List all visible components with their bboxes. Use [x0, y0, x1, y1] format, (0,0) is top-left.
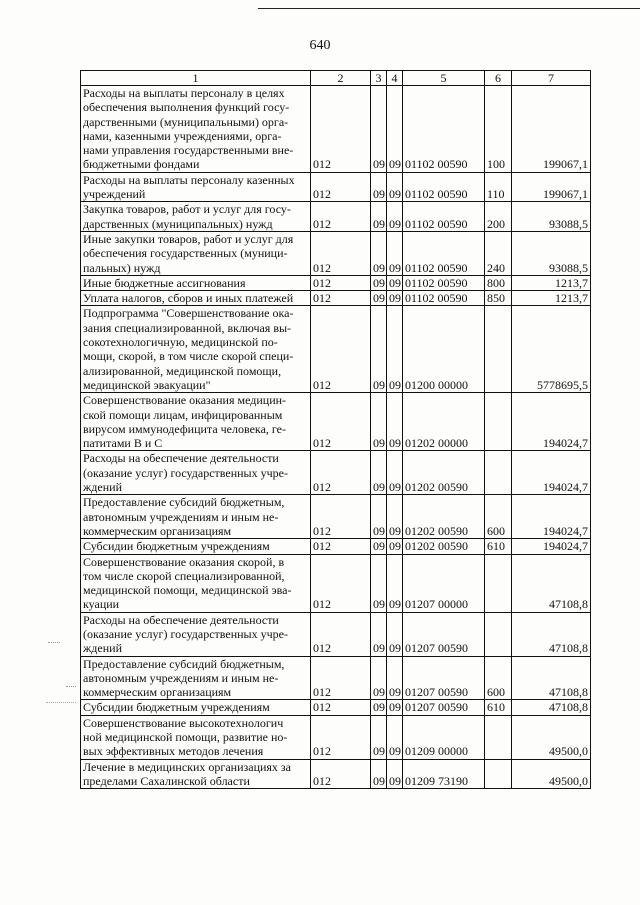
- row-grbs: 012: [311, 393, 371, 451]
- row-name-line: мощи, скорой, в том числе скорой специ-: [83, 349, 294, 364]
- row-grbs: 012: [311, 612, 371, 656]
- table-row: [81, 495, 591, 539]
- row-name-line: куации: [83, 597, 120, 612]
- table-row: [81, 451, 591, 495]
- row-section: 09: [371, 306, 387, 393]
- column-header: 2: [311, 71, 371, 86]
- row-subsection: 09: [387, 715, 403, 759]
- row-expense-type: [485, 612, 512, 656]
- row-subsection: 09: [387, 86, 403, 173]
- table-row: [81, 539, 591, 554]
- row-name-line: Закупка товаров, работ и услуг для госу-: [83, 202, 291, 217]
- row-name-line: (оказание услуг) государственных учре-: [83, 626, 288, 641]
- row-expense-type: [485, 306, 512, 393]
- row-subsection: 09: [387, 306, 403, 393]
- table-row: [81, 231, 591, 275]
- row-name-line: коммерческим организациям: [83, 523, 232, 538]
- row-name-line: ной медицинской помощи, развитие но-: [83, 730, 288, 745]
- row-expense-type: 200: [485, 202, 512, 232]
- row-target-article: 01102 00590: [403, 291, 485, 306]
- row-name: [81, 86, 311, 173]
- row-grbs: 012: [311, 451, 371, 495]
- row-subsection: 09: [387, 759, 403, 789]
- row-section: 09: [371, 495, 387, 539]
- row-subsection: 09: [387, 612, 403, 656]
- row-amount: 47108,8: [512, 612, 591, 656]
- row-target-article: 01209 00000: [403, 715, 485, 759]
- row-section: 09: [371, 612, 387, 656]
- row-target-article: 01207 00000: [403, 554, 485, 612]
- row-grbs: 012: [311, 656, 371, 700]
- row-name-line: Иные закупки товаров, работ и услуг для: [83, 231, 294, 246]
- row-target-article: 01102 00590: [403, 202, 485, 232]
- row-grbs: 012: [311, 291, 371, 306]
- row-target-article: 01102 00590: [403, 172, 485, 202]
- table-row: [81, 275, 591, 290]
- row-grbs: 012: [311, 306, 371, 393]
- column-header: 7: [512, 71, 591, 86]
- row-expense-type: 240: [485, 231, 512, 275]
- row-name-line: нами, казенными учреждениями, орга-: [83, 128, 282, 143]
- row-amount: 49500,0: [512, 715, 591, 759]
- row-amount: 1213,7: [512, 275, 591, 290]
- row-name: [81, 715, 311, 759]
- row-name-line: автономным учреждениям и иным не-: [83, 670, 279, 685]
- row-subsection: 09: [387, 656, 403, 700]
- table-row: [81, 759, 591, 789]
- row-target-article: 01209 73190: [403, 759, 485, 789]
- row-amount: 199067,1: [512, 172, 591, 202]
- row-target-article: 01102 00590: [403, 231, 485, 275]
- row-name-line: Уплата налогов, сборов и иных платежей: [83, 291, 294, 306]
- table-row: [81, 202, 591, 232]
- row-name-line: Расходы на выплаты персоналу в целях: [83, 86, 285, 100]
- row-name-line: Подпрограмма "Совершенствование ока-: [83, 306, 294, 321]
- row-name: [81, 495, 311, 539]
- row-subsection: 09: [387, 495, 403, 539]
- row-target-article: 01202 00590: [403, 495, 485, 539]
- row-amount: 194024,7: [512, 451, 591, 495]
- row-subsection: 09: [387, 554, 403, 612]
- row-name-line: Субсидии бюджетным учреждениям: [83, 539, 270, 554]
- row-name: [81, 231, 311, 275]
- row-name: [81, 700, 311, 715]
- table-row: [81, 715, 591, 759]
- row-grbs: 012: [311, 86, 371, 173]
- row-grbs: 012: [311, 495, 371, 539]
- row-grbs: 012: [311, 172, 371, 202]
- row-expense-type: 610: [485, 700, 512, 715]
- row-name-line: Предоставление субсидий бюджетным,: [83, 495, 285, 510]
- row-name-line: бюджетными фондами: [83, 157, 200, 172]
- row-name-line: Иные бюджетные ассигнования: [83, 275, 246, 290]
- table-header-row: [81, 71, 591, 86]
- row-name-line: нами управления государственными вне-: [83, 143, 294, 158]
- row-amount: 49500,0: [512, 759, 591, 789]
- row-target-article: 01202 00000: [403, 393, 485, 451]
- row-amount: 199067,1: [512, 86, 591, 173]
- row-amount: 1213,7: [512, 291, 591, 306]
- row-subsection: 09: [387, 275, 403, 290]
- table-row: [81, 291, 591, 306]
- row-name: [81, 172, 311, 202]
- row-grbs: 012: [311, 554, 371, 612]
- row-target-article: 01102 00590: [403, 275, 485, 290]
- row-section: 09: [371, 275, 387, 290]
- column-header: 6: [485, 71, 512, 86]
- row-section: 09: [371, 172, 387, 202]
- row-name: [81, 759, 311, 789]
- row-name: [81, 539, 311, 554]
- table-row: [81, 86, 591, 173]
- row-name-line: (оказание услуг) государственных учре-: [83, 465, 288, 480]
- row-amount: 194024,7: [512, 495, 591, 539]
- scan-speck: [66, 686, 76, 687]
- row-expense-type: [485, 554, 512, 612]
- row-name-line: медицинской эвакуации": [83, 377, 211, 392]
- scan-speck: [46, 702, 76, 703]
- table-row: [81, 172, 591, 202]
- row-name-line: ализированной, медицинской помощи,: [83, 363, 282, 378]
- row-name: [81, 554, 311, 612]
- row-name-line: обеспечения выполнения функций госу-: [83, 100, 290, 115]
- row-name-line: обеспечения государственных (муници-: [83, 246, 288, 261]
- budget-table: [80, 70, 591, 789]
- row-name-line: ской помощи лицам, инфицированным: [83, 407, 283, 422]
- row-grbs: 012: [311, 759, 371, 789]
- row-name: [81, 393, 311, 451]
- row-name: [81, 612, 311, 656]
- row-grbs: 012: [311, 231, 371, 275]
- row-name-line: сокотехнологичную, медицинской по-: [83, 335, 278, 350]
- row-grbs: 012: [311, 700, 371, 715]
- row-expense-type: 610: [485, 539, 512, 554]
- row-section: 09: [371, 759, 387, 789]
- row-name-line: коммерческим организациям: [83, 685, 232, 700]
- row-name-line: ждений: [83, 480, 122, 495]
- row-name-line: зания специализированной, включая вы-: [83, 320, 292, 335]
- row-name-line: Совершенствование высокотехнологич: [83, 715, 284, 730]
- table-row: [81, 306, 591, 393]
- row-name-line: учреждений: [83, 187, 146, 202]
- row-section: 09: [371, 700, 387, 715]
- row-expense-type: 110: [485, 172, 512, 202]
- row-name-line: автономным учреждениям и иным не-: [83, 509, 279, 524]
- table-row: [81, 700, 591, 715]
- row-expense-type: [485, 393, 512, 451]
- column-header: 4: [387, 71, 403, 86]
- row-amount: 194024,7: [512, 393, 591, 451]
- row-expense-type: 800: [485, 275, 512, 290]
- row-name-line: вирусом иммунодефицита человека, ге-: [83, 421, 286, 436]
- row-name: [81, 291, 311, 306]
- row-name-line: вых эффективных методов лечения: [83, 744, 264, 759]
- row-section: 09: [371, 202, 387, 232]
- row-name: [81, 275, 311, 290]
- row-section: 09: [371, 656, 387, 700]
- row-name-line: пределами Сахалинской области: [83, 773, 250, 788]
- row-target-article: 01202 00590: [403, 451, 485, 495]
- row-name-line: Субсидии бюджетным учреждениям: [83, 700, 270, 715]
- row-name-line: Совершенствование оказания медицин-: [83, 393, 287, 408]
- column-header: 1: [81, 71, 311, 86]
- row-amount: 93088,5: [512, 202, 591, 232]
- row-section: 09: [371, 554, 387, 612]
- row-expense-type: 600: [485, 495, 512, 539]
- row-expense-type: 600: [485, 656, 512, 700]
- row-grbs: 012: [311, 539, 371, 554]
- row-section: 09: [371, 715, 387, 759]
- table-row: [81, 612, 591, 656]
- row-name: [81, 202, 311, 232]
- row-name-line: Совершенствование оказания скорой, в: [83, 554, 285, 569]
- row-amount: 47108,8: [512, 554, 591, 612]
- row-section: 09: [371, 231, 387, 275]
- row-subsection: 09: [387, 393, 403, 451]
- row-amount: 93088,5: [512, 231, 591, 275]
- row-subsection: 09: [387, 451, 403, 495]
- row-section: 09: [371, 86, 387, 173]
- row-amount: 47108,8: [512, 656, 591, 700]
- row-expense-type: [485, 715, 512, 759]
- row-name: [81, 306, 311, 393]
- row-subsection: 09: [387, 231, 403, 275]
- row-amount: 194024,7: [512, 539, 591, 554]
- row-section: 09: [371, 451, 387, 495]
- column-header: 3: [371, 71, 387, 86]
- row-name-line: Расходы на обеспечение деятельности: [83, 612, 279, 627]
- row-target-article: 01207 00590: [403, 612, 485, 656]
- row-name-line: том числе скорой специализированной,: [83, 568, 285, 583]
- row-subsection: 09: [387, 202, 403, 232]
- row-name-line: ждений: [83, 641, 122, 656]
- row-subsection: 09: [387, 172, 403, 202]
- table-row: [81, 554, 591, 612]
- row-target-article: 01200 00000: [403, 306, 485, 393]
- row-section: 09: [371, 539, 387, 554]
- row-grbs: 012: [311, 275, 371, 290]
- row-name: [81, 656, 311, 700]
- row-name-line: Расходы на выплаты персоналу казенных: [83, 172, 295, 187]
- row-grbs: 012: [311, 715, 371, 759]
- row-name-line: медицинской помощи, медицинской эва-: [83, 583, 292, 598]
- row-target-article: 01207 00590: [403, 656, 485, 700]
- row-name-line: дарственных (муниципальных) нужд: [83, 216, 273, 231]
- row-grbs: 012: [311, 202, 371, 232]
- row-target-article: 01202 00590: [403, 539, 485, 554]
- row-expense-type: [485, 759, 512, 789]
- row-name-line: патитами В и С: [83, 436, 163, 451]
- row-subsection: 09: [387, 291, 403, 306]
- page-number: 640: [309, 38, 331, 53]
- row-section: 09: [371, 291, 387, 306]
- row-name-line: Предоставление субсидий бюджетным,: [83, 656, 285, 671]
- row-amount: 5778695,5: [512, 306, 591, 393]
- row-name-line: Расходы на обеспечение деятельности: [83, 451, 279, 466]
- row-subsection: 09: [387, 700, 403, 715]
- scan-speck: [48, 642, 60, 643]
- row-target-article: 01102 00590: [403, 86, 485, 173]
- row-target-article: 01207 00590: [403, 700, 485, 715]
- row-name: [81, 451, 311, 495]
- table-row: [81, 393, 591, 451]
- row-subsection: 09: [387, 539, 403, 554]
- row-amount: 47108,8: [512, 700, 591, 715]
- column-header: 5: [403, 71, 485, 86]
- row-expense-type: [485, 451, 512, 495]
- row-name-line: дарственными (муниципальными) орга-: [83, 114, 289, 129]
- table-row: [81, 656, 591, 700]
- row-expense-type: 100: [485, 86, 512, 173]
- row-section: 09: [371, 393, 387, 451]
- top-rule: [258, 8, 640, 9]
- row-name-line: пальных) нужд: [83, 260, 161, 275]
- row-name-line: Лечение в медицинских организациях за: [83, 759, 292, 774]
- row-expense-type: 850: [485, 291, 512, 306]
